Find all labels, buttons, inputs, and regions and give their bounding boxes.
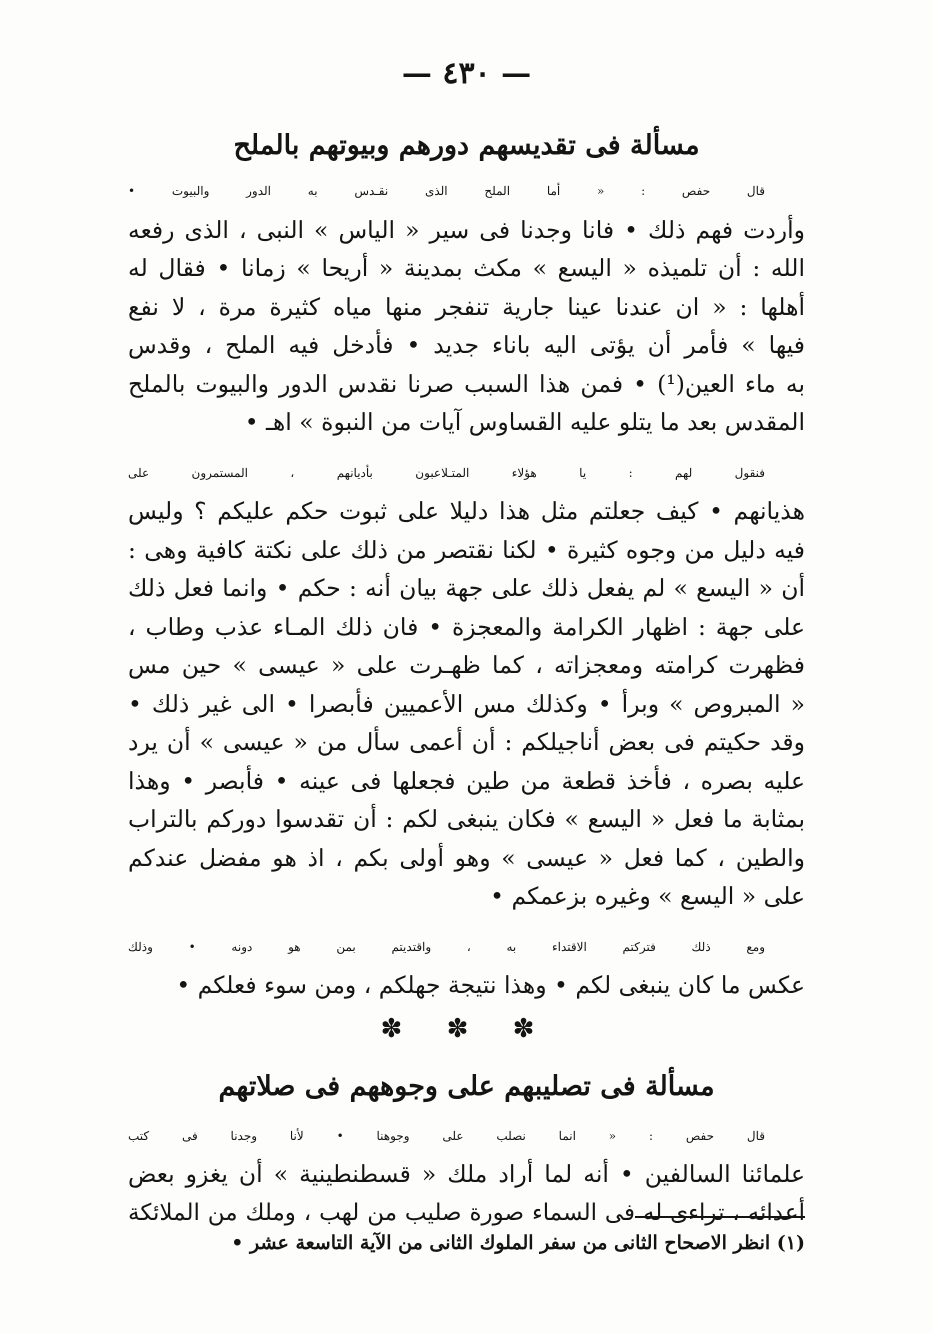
text-line: المقدس بعد ما يتلو عليه القساوس آيات من النبوة » اهـ •: [244, 408, 805, 436]
text-line: عكس ما كان ينبغى لكم • وهذا نتيجة جهلكم ، ومن سوء فعلكم •: [176, 971, 805, 999]
text-line: فيها » فأمر أن يؤتى اليه باناء جديد • فأدخل فيه الملح ، وقدس: [128, 331, 805, 359]
text-line: ومع ذلك فتركتم الاقتداء به ، واقتديتم بمن هو دونه • وذلك: [128, 939, 765, 954]
text-line: عليه بصره ، فأخذ قطعة من طين فجعلها فى عينه • فأبصر • وهذا: [128, 766, 805, 795]
text-line: على « اليسع » وغيره بزعمكم •: [490, 882, 805, 910]
footnote: (١) انظر الاصحاح الثانى من سفر الملوك الثانى من الآية التاسعة عشر •: [231, 1232, 805, 1254]
text-line: قال حفص : « أما الملح الذى نقـدس به الدور والبيوت •: [128, 184, 765, 198]
text-line: فظهرت كرامته ومعجزاته ، كما ظهـرت على « عيسى » حين مس: [128, 651, 805, 679]
paragraph-1: [128, 172, 805, 442]
paragraph-4: [128, 1117, 805, 1233]
text-line: على جهة : اظهار الكرامة والمعجزة • فان ذلك المـاء عذب وطاب ،: [128, 612, 805, 641]
text-line: فيه دليل من وجوه كثيرة • لكنا نقتصر من ذلك على نكتة كافية وهى :: [128, 535, 805, 564]
text-line: قال حفص : « انما نصلب على وجوهنا • لأنا وجدنا فى كتب: [128, 1128, 765, 1143]
text-line: « المبروص » وبرأ • وكذلك مس الأعميين فأبصرا • الى غير ذلك •: [128, 689, 805, 718]
text-line: أعدائه ، تراءى له فى السماء صورة صليب من لهب ، وملك من الملائكة: [128, 1199, 805, 1226]
page-number: — ٤٣٠ —: [401, 56, 532, 91]
paragraph-2: [128, 454, 805, 916]
section-title-salt: مسألة فى تقديسهم دورهم وبيوتهم بالملح: [233, 130, 700, 161]
section-separator: ✽ ✽ ✽: [380, 1013, 553, 1044]
text-line: وقد حكيتم فى بعض أناجيلكم : أن أعمى سأل من « عيسى » أن يرد: [128, 728, 805, 756]
text-line: أن « اليسع » لم يفعل ذلك على جهة بيان أنه : حكم • وانما فعل ذلك: [128, 574, 805, 602]
text-line: بمثابة ما فعل « اليسع » فكان ينبغى لكم : أن تقدسوا دوركم بالتراب: [128, 805, 805, 833]
text-line: الله : أن تلميذه « اليسع » مكث بمدينة « أريحا » زمانا • فقال له: [128, 254, 805, 282]
paragraph-3: [128, 928, 805, 1005]
footnote-divider: [635, 1216, 805, 1218]
text-line: علمائنا السالفين • أنه لما أراد ملك « قسطنطينية » أن يغزو بعض: [128, 1160, 805, 1188]
section-title-cross: مسألة فى تصليبهم على وجوههم فى صلاتهم: [218, 1070, 715, 1102]
text-line: فنقول لهم : يا هؤلاء المتـلاعبون بأديانهم ، المستمرون على: [128, 465, 765, 480]
text-line: والطين ، كما فعل « عيسى » وهو أولى بكم ، اذ هو مفضل عندكم: [128, 843, 805, 872]
text-line: أهلها : « ان عندنا عينا جارية تنفجر منها مياه كثيرة مرة ، لا نفع: [128, 292, 805, 321]
text-line: وأردت فهم ذلك • فانا وجدنا فى سير « الياس » النبى ، الذى رفعه: [128, 215, 805, 244]
text-line: به ماء العين(¹) • فمن هذا السبب صرنا نقدس الدور والبيوت بالملح: [128, 369, 805, 398]
text-line: هذيانهم • كيف جعلتم مثل هذا دليلا على ثبوت حكم عليكم ؟ وليس: [128, 497, 805, 525]
